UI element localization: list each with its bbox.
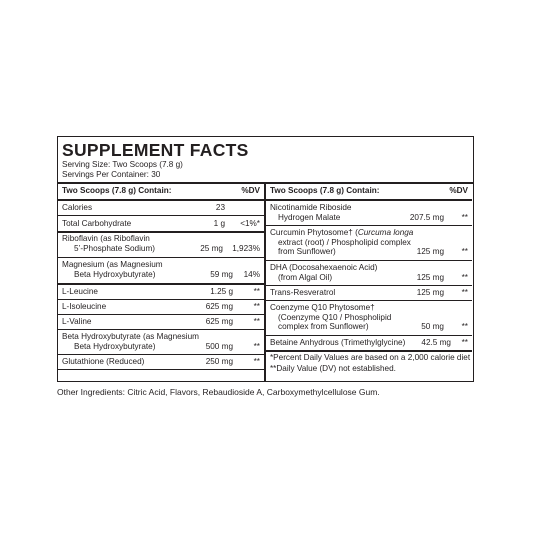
- ingredient-dv: 14%: [243, 269, 260, 279]
- ingredient-dv: **: [461, 212, 468, 222]
- ingredient-name: L-Leucine: [62, 287, 98, 296]
- ingredient-name-cont: Beta Hydroxybutyrate): [74, 341, 156, 351]
- ingredient-dv: **: [461, 288, 468, 297]
- ingredient-dv: **: [253, 341, 260, 351]
- row-rule: [58, 231, 264, 233]
- other-ingredients: Other Ingredients: Citric Acid, Flavors, Rebaudioside A, Carboxymethylcellulose Gum.: [57, 387, 380, 397]
- left-header-rule: [58, 199, 264, 201]
- ingredient-name: L-Isoleucine: [62, 302, 107, 311]
- row-rule: [58, 257, 264, 258]
- ingredient-name: Glutathione (Reduced): [62, 357, 145, 366]
- row-rule: [58, 215, 264, 216]
- ingredient-name: Total Carbohydrate: [62, 219, 132, 228]
- ingredient-name: DHA (Docosahexaenoic Acid): [270, 263, 378, 272]
- right-row: [266, 228, 472, 258]
- ingredient-name: Betaine Anhydrous (Trimethylglycine): [270, 338, 406, 347]
- supplement-facts-panel: [57, 136, 474, 382]
- ingredient-name: Coenzyme Q10 Phytosome†: [270, 303, 375, 312]
- footnote-percent-dv: *Percent Daily Values are based on a 2,000 calorie diet: [270, 353, 471, 362]
- right-header-rule: [266, 199, 472, 201]
- ingredient-amount: 23: [215, 203, 225, 212]
- ingredient-name: Trans-Resveratrol: [270, 288, 336, 297]
- panel-title: SUPPLEMENT FACTS: [62, 140, 249, 160]
- ingredient-amount: 59 mg: [210, 269, 233, 279]
- ingredient-name-cont: (Coenzyme Q10 / Phospholipid: [278, 312, 392, 322]
- row-rule: [58, 283, 264, 285]
- ingredient-dv: **: [253, 287, 260, 296]
- ingredient-amount: 250 mg: [205, 357, 233, 366]
- ingredient-amount: 25 mg: [200, 243, 223, 253]
- ingredient-name-cont: Beta Hydroxybutyrate): [74, 269, 156, 279]
- row-rule: [58, 314, 264, 315]
- ingredient-amount: 1 g: [213, 219, 225, 228]
- ingredient-dv: **: [461, 272, 468, 282]
- ingredient-amount: 125 mg: [416, 272, 444, 282]
- right-header-dv: %DV: [449, 186, 468, 195]
- row-rule: [266, 335, 472, 336]
- ingredient-dv: **: [253, 302, 260, 311]
- ingredient-amount: 125 mg: [416, 247, 444, 257]
- footnote-dv-not-established: **Daily Value (DV) not established.: [270, 364, 396, 373]
- ingredient-amount: 625 mg: [205, 302, 233, 311]
- ingredient-dv: **: [461, 322, 468, 332]
- servings-per-container: Servings Per Container: 30: [62, 170, 161, 179]
- ingredient-name: Magnesium (as Magnesium: [62, 260, 163, 269]
- row-rule: [58, 329, 264, 330]
- ingredient-name-cont: 5’-Phosphate Sodium): [74, 243, 156, 253]
- ingredient-amount: 1.25 g: [210, 287, 233, 296]
- ingredient-name: Riboflavin (as Riboflavin: [62, 234, 150, 243]
- ingredient-amount: 207.5 mg: [409, 212, 444, 222]
- row-rule: [266, 260, 472, 261]
- right-row: [266, 203, 472, 223]
- row-rule: [266, 225, 472, 226]
- ingredient-name: Nicotinamide Riboside: [270, 203, 352, 212]
- ingredient-amount: 50 mg: [421, 322, 444, 332]
- ingredient-dv: **: [461, 247, 468, 257]
- ingredient-dv: <1%*: [240, 219, 260, 228]
- left-row: [58, 234, 264, 254]
- ingredient-name-cont: extract (root) / Phospholipid complex: [278, 237, 411, 247]
- right-header-label: Two Scoops (7.8 g) Contain:: [270, 186, 380, 195]
- ingredient-name: Beta Hydroxybutyrate (as Magnesium: [62, 332, 199, 341]
- ingredient-name-cont: complex from Sunflower): [278, 322, 369, 332]
- ingredient-name: Calories: [62, 203, 93, 212]
- right-row: [266, 263, 472, 283]
- ingredient-amount: 125 mg: [416, 288, 444, 297]
- ingredient-name: Curcumin Phytosome† (Curcuma longa: [270, 228, 414, 237]
- row-rule: [266, 350, 472, 352]
- left-row: [58, 260, 264, 280]
- left-header-dv: %DV: [241, 186, 260, 195]
- left-header-label: Two Scoops (7.8 g) Contain:: [62, 186, 172, 195]
- ingredient-name-cont: Hydrogen Malate: [278, 212, 341, 222]
- ingredient-dv: **: [253, 317, 260, 326]
- row-rule: [266, 285, 472, 286]
- right-row: [266, 303, 472, 333]
- ingredient-name-cont: (from Algal Oil): [278, 272, 333, 282]
- ingredient-name: L-Valine: [62, 317, 92, 326]
- ingredient-dv: **: [253, 357, 260, 366]
- row-rule: [58, 354, 264, 355]
- ingredient-amount: 625 mg: [205, 317, 233, 326]
- row-rule: [58, 369, 264, 370]
- ingredient-dv: 1,923%: [232, 243, 260, 253]
- ingredient-amount: 42.5 mg: [421, 338, 451, 347]
- serving-size: Serving Size: Two Scoops (7.8 g): [62, 160, 183, 169]
- top-rule: [58, 182, 473, 184]
- row-rule: [58, 299, 264, 300]
- ingredient-amount: 500 mg: [205, 341, 233, 351]
- row-rule: [266, 300, 472, 301]
- left-row: [58, 332, 264, 352]
- ingredient-dv: **: [461, 338, 468, 347]
- ingredient-name-cont: from Sunflower): [278, 247, 336, 257]
